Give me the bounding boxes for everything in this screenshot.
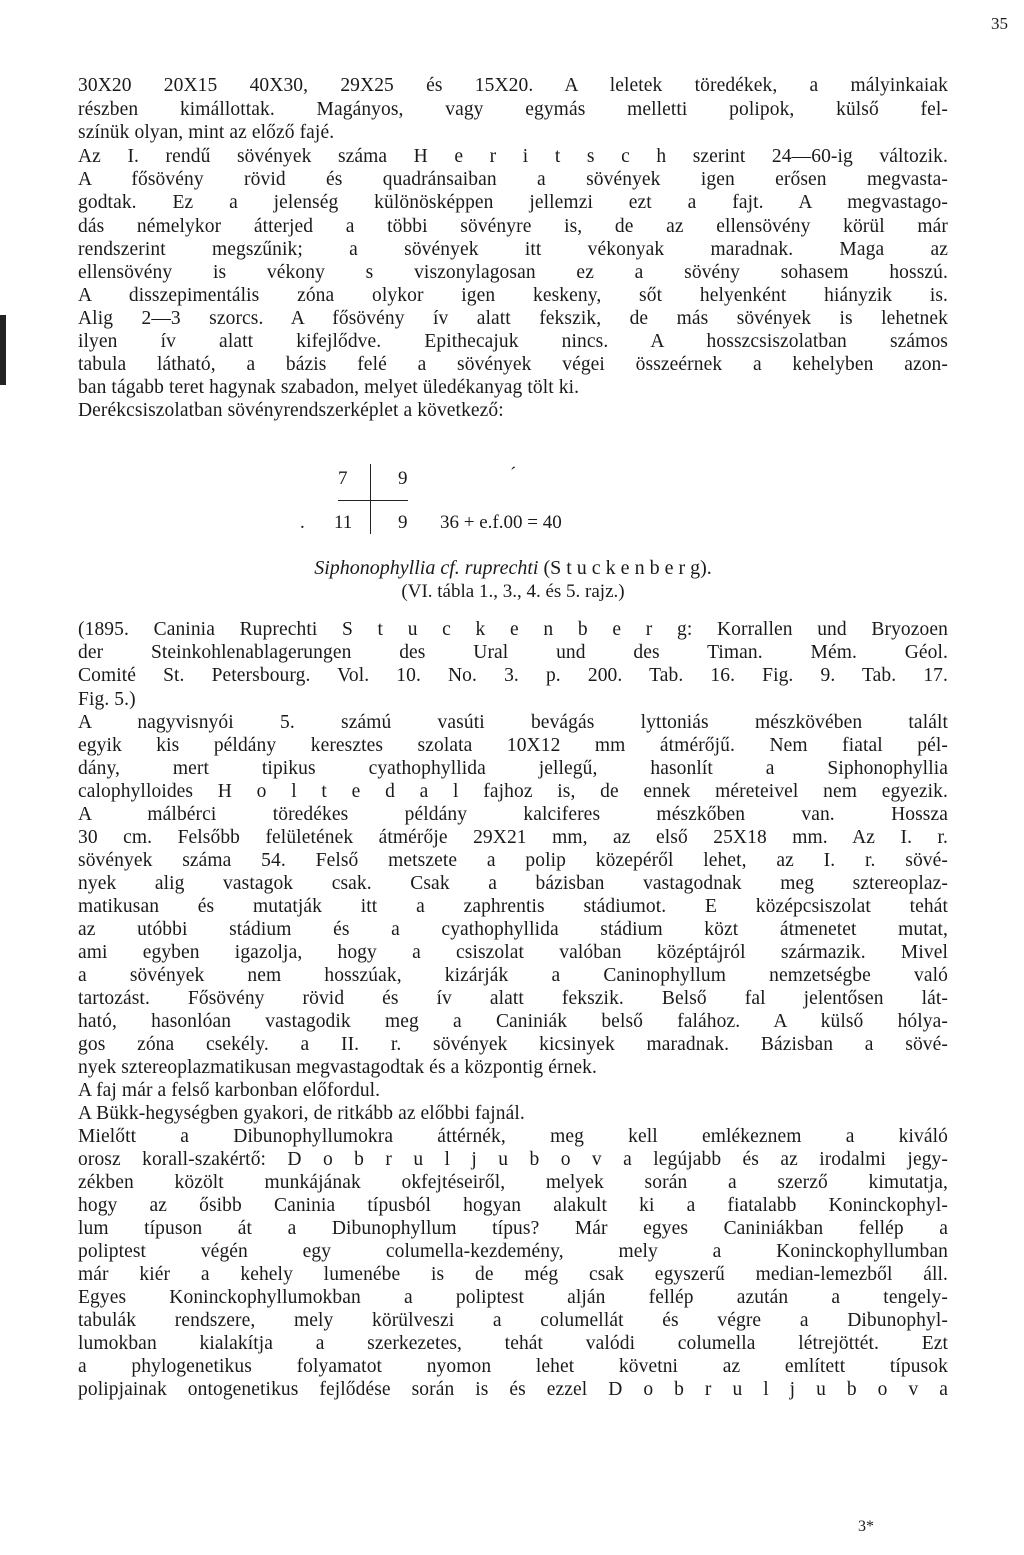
text-line: részben kimállottak. Magányos, vagy egymás melletti polipok, külső fel-: [78, 99, 948, 120]
text-line: gos zóna csekély. a II. r. sövények kicsinyek maradnak. Bázisban a sövé-: [78, 1034, 948, 1055]
text-line: nyek sztereoplazmatikusan megvastagodtak és a központig érnek.: [78, 1057, 597, 1078]
text-line: dás némelykor átterjed a többi sövényre is, de az ellensövény körül már: [78, 216, 948, 237]
formula-sum: 36 + e.f.00 = 40: [440, 512, 562, 533]
formula-vertical-rule: [370, 464, 371, 534]
species-plate-ref: (VI. tábla 1., 3., 4. és 5. rajz.): [401, 581, 625, 602]
species-name: Siphonophyllia cf. ruprechti: [314, 557, 539, 579]
species-heading: [78, 556, 948, 580]
margin-mark: [0, 315, 6, 385]
text-line: (1895. Caninia Ruprechti S t u c k e n b e r g: Korrallen und Bryozoen: [78, 619, 948, 640]
formula-bottom-right: 9: [398, 512, 408, 533]
formula-dot: .: [300, 512, 305, 533]
text-line: polipjainak ontogenetikus fejlődése során is és ezzel D o b r u l j u b o v a: [78, 1379, 948, 1400]
text-line: A nagyvisnyói 5. számú vasúti bevágás lyttoniás mészkövében talált: [78, 712, 948, 733]
formula-bottom-left: 11: [334, 512, 353, 533]
text-line: godtak. Ez a jelenség különösképpen jellemzi ezt a fajt. A megvastago-: [78, 192, 948, 213]
text-line: der Steinkohlenablagerungen des Ural und des Timan. Mém. Géol.: [78, 642, 948, 663]
text-line: orosz korall-szakértő: D o b r u l j u b o v a legújabb és az irodalmi jegy-: [78, 1149, 948, 1170]
formula-horizontal-rule: [338, 500, 408, 501]
text-line: Derékcsiszolatban sövényrendszerképlet a következő:: [78, 400, 504, 421]
text-line: A disszepimentális zóna olykor igen keskeny, sőt helyenként hiányzik is.: [78, 285, 948, 306]
text-line: ban tágabb teret hagynak szabadon, melyet üledékanyag tölt ki.: [78, 377, 580, 398]
text-line: nyek alig vastagok csak. Csak a bázisban vastagodnak meg sztereoplaz-: [78, 873, 948, 894]
species-author: (S t u c k e n b e r g).: [543, 557, 712, 579]
text-line: Mielőtt a Dibunophyllumokra áttérnék, meg kell emlékeznem a kiváló: [78, 1126, 948, 1147]
text-line: tabula látható, a bázis felé a sövények végei összeérnek a kehelyben azon-: [78, 354, 948, 375]
signature-mark: 3*: [858, 1518, 874, 1535]
text-line: Alig 2—3 szorcs. A fősövény ív alatt fekszik, de más sövények is lehetnek: [78, 308, 948, 329]
text-line: ható, hasonlóan vastagodik meg a Caniniák belső falához. A külső hólya-: [78, 1011, 948, 1032]
text-line: lum típuson át a Dibunophyllum típus? Már egyes Caniniákban fellép a: [78, 1218, 948, 1239]
text-line: tabulák rendszere, mely körülveszi a columellát és végre a Dibunophyl-: [78, 1310, 948, 1331]
text-line: A fősövény rövid és quadránsaiban a sövények igen erősen megvasta-: [78, 169, 948, 190]
text-line: Fig. 5.): [78, 689, 136, 710]
text-line: A málbérci töredékes példány kalciferes mészkőben van. Hossza: [78, 804, 948, 825]
text-line: A Bükk-hegységben gyakori, de ritkább az előbbi fajnál.: [78, 1103, 525, 1124]
formula-top-right: 9: [398, 468, 408, 489]
text-line: 30 cm. Felsőbb felületének átmérője 29X21 mm, az első 25X18 mm. Az I. r.: [78, 827, 948, 848]
formula-tick: ´: [510, 464, 517, 485]
text-line: dány, mert tipikus cyathophyllida jellegű, hasonlít a Siphonophyllia: [78, 758, 948, 779]
text-line: calophylloides H o l t e d a l fajhoz is, de ennek méreteivel nem egyezik.: [78, 781, 948, 802]
text-line: ami egyben igazolja, hogy a csiszolat valóban középtájról származik. Mivel: [78, 942, 948, 963]
text-line: ilyen ív alatt kifejlődve. Epithecajuk nincs. A hosszcsiszolatban számos: [78, 331, 948, 352]
text-line: A faj már a felső karbonban előfordul.: [78, 1080, 381, 1101]
text-line: tartozást. Fősövény rövid és ív alatt fekszik. Belső fal jelentősen lát-: [78, 988, 948, 1009]
text-line: hogy az ősibb Caninia típusból hogyan alakult ki a fiatalabb Koninckophyl-: [78, 1195, 948, 1216]
text-line: színük olyan, mint az előző fajé.: [78, 122, 335, 143]
septal-formula: [300, 462, 660, 538]
text-line: poliptest végén egy columella-kezdemény, mely a Koninckophyllumban: [78, 1241, 948, 1262]
text-line: rendszerint megszűnik; a sövények itt vékonyak maradnak. Maga az: [78, 239, 948, 260]
text-line: Egyes Koninckophyllumokban a poliptest alján fellép azután a tengely-: [78, 1287, 948, 1308]
text-line: ellensövény is vékony s viszonylagosan ez a sövény sohasem hosszú.: [78, 262, 948, 283]
text-line: zékben közölt munkájának okfejtéseiről, melyek során a szerző kimutatja,: [78, 1172, 948, 1193]
text-line: 30X20 20X15 40X30, 29X25 és 15X20. A leletek töredékek, a mályinkaiak: [78, 75, 948, 96]
text-line: Comité St. Petersbourg. Vol. 10. No. 3. p. 200. Tab. 16. Fig. 9. Tab. 17.: [78, 665, 948, 686]
text-line: a sövények nem hosszúak, kizárják a Caninophyllum nemzetségbe való: [78, 965, 948, 986]
page-number: 35: [991, 14, 1008, 33]
text-line: Az I. rendű sövények száma H e r i t s c h szerint 24—60-ig változik.: [78, 146, 948, 167]
text-line: matikusan és mutatják itt a zaphrentis stádiumot. E középcsiszolat tehát: [78, 896, 948, 917]
text-line: lumokban kialakítja a szerkezetes, tehát valódi columella létrejöttét. Ezt: [78, 1333, 948, 1354]
text-line: már kiér a kehely lumenébe is de még csak egyszerű median-lemezből áll.: [78, 1264, 948, 1285]
text-line: a phylogenetikus folyamatot nyomon lehet követni az említett típusok: [78, 1356, 948, 1377]
text-line: egyik kis példány keresztes szolata 10X12 mm átmérőjű. Nem fiatal pél-: [78, 735, 948, 756]
text-line: az utóbbi stádium és a cyathophyllida stádium közt átmenetet mutat,: [78, 919, 948, 940]
formula-top-left: 7: [338, 468, 348, 489]
text-line: sövények száma 54. Felső metszete a polip közepéről lehet, az I. r. sövé-: [78, 850, 948, 871]
